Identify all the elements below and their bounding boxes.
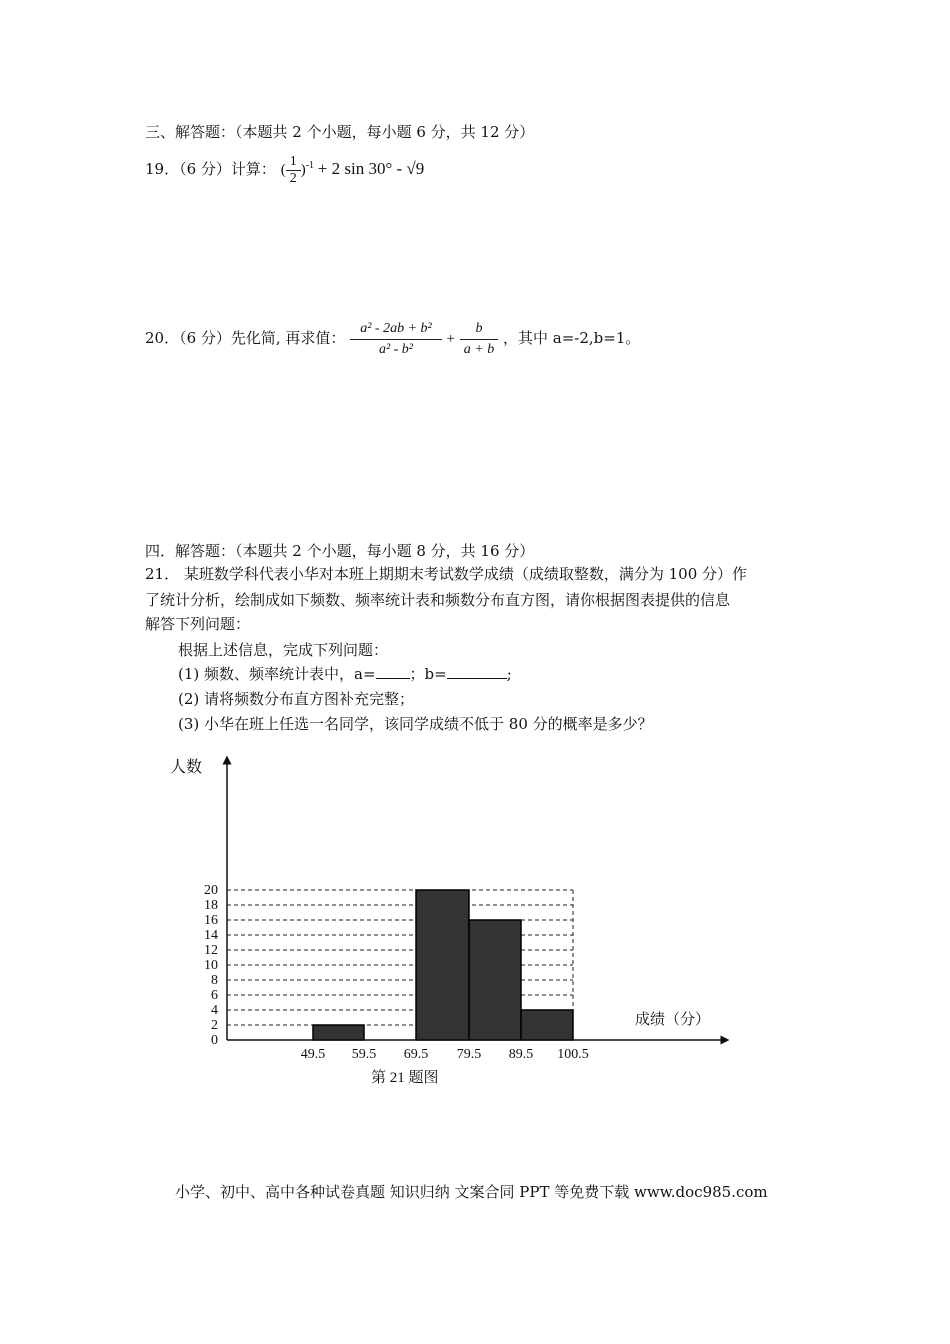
- y-tick-label: 0: [211, 1033, 218, 1048]
- answer-blank-a[interactable]: [376, 678, 410, 679]
- y-tick-label: 12: [204, 943, 218, 958]
- q21-line1: 21． 某班数学科代表小华对本班上期期末考试数学成绩（成绩取整数，满分为 100 分）作: [145, 565, 748, 583]
- page-footer: 小学、初中、高中各种试卷真题 知识归纳 文案合同 PPT 等免费下载 www.doc985.com: [175, 1183, 768, 1201]
- q21-intro: 根据上述信息，完成下列问题：: [178, 641, 389, 659]
- q20-frac2-den: a + b: [463, 341, 495, 357]
- q21-line2: 了统计分析，绘制成如下频数、频率统计表和频数分布直方图，请你根据图表提供的信息: [145, 591, 731, 609]
- y-tick-label: 2: [211, 1018, 218, 1033]
- y-tick-label: 6: [211, 988, 218, 1003]
- question-19: [145, 148, 425, 187]
- x-tick-label: 59.5: [351, 1047, 377, 1062]
- x-axis-title: 成绩（分）: [635, 1012, 711, 1028]
- y-tick-label: 18: [204, 898, 218, 913]
- section4-header: 四．解答题：（本题共 2 个小题，每小题 8 分，共 16 分）: [145, 542, 535, 560]
- y-tick-label: 8: [211, 973, 218, 988]
- q21-part1-b-label: ；b=: [409, 665, 447, 683]
- q20-frac1-den: a² - b²: [378, 341, 413, 357]
- y-axis-title: 人数: [170, 759, 203, 776]
- x-tick-label: 69.5: [403, 1047, 429, 1062]
- x-tick-label: 79.5: [456, 1047, 482, 1062]
- histogram-bar: [416, 890, 469, 1040]
- q21-part2: (2) 请将频数分布直方图补充完整；: [178, 690, 415, 708]
- q19-rest: + 2 sin 30° - √9: [317, 159, 425, 178]
- question-20: [145, 312, 640, 364]
- q20-label: 20．（6 分）先化简, 再求值：: [145, 329, 346, 347]
- y-tick-label: 10: [204, 958, 218, 973]
- q21-part3: (3) 小华在班上任选一名同学，该同学成绩不低于 80 分的概率是多少？: [178, 715, 653, 733]
- q21-line3: 解答下列问题：: [145, 615, 251, 633]
- histogram-chart: [0, 740, 950, 1100]
- q19-expression: ( $\frac{1}{2}$ )$^{-1}$ + 2 sin 30° - √9: [280, 154, 425, 187]
- q20-frac2-num: b: [460, 319, 498, 340]
- q20-tail: ，其中 a=-2,b=1。: [503, 329, 641, 347]
- y-tick-label: 16: [204, 913, 218, 928]
- y-tick-label: 14: [204, 928, 218, 943]
- histogram-bar: [469, 920, 521, 1040]
- histogram-bar: [313, 1025, 364, 1040]
- q20-plus: +: [446, 331, 455, 347]
- answer-blank-b[interactable]: [447, 678, 507, 679]
- q19-exponent: -1: [305, 160, 315, 171]
- x-tick-label: 49.5: [300, 1047, 326, 1062]
- q21-part1: [178, 664, 512, 684]
- q21-part1-a-label: (1) 频数、频率统计表中，a=: [178, 665, 376, 683]
- q19-frac-num: 1: [286, 154, 301, 171]
- y-tick-label: 4: [211, 1003, 218, 1018]
- q21-part1-end: ;: [506, 665, 512, 683]
- y-tick-label: 20: [204, 883, 218, 898]
- chart-caption: 第 21 题图: [371, 1070, 439, 1086]
- q19-label: 19．（6 分）计算：: [145, 160, 276, 178]
- histogram-bar: [521, 1010, 573, 1040]
- x-tick-label: 100.5: [557, 1047, 589, 1062]
- section3-header: 三、解答题：（本题共 2 个小题，每小题 6 分，共 12 分）: [145, 123, 535, 141]
- q20-frac1-num: a² - 2ab + b²: [350, 319, 442, 340]
- q19-frac-den: 2: [289, 171, 297, 187]
- x-tick-label: 89.5: [508, 1047, 534, 1062]
